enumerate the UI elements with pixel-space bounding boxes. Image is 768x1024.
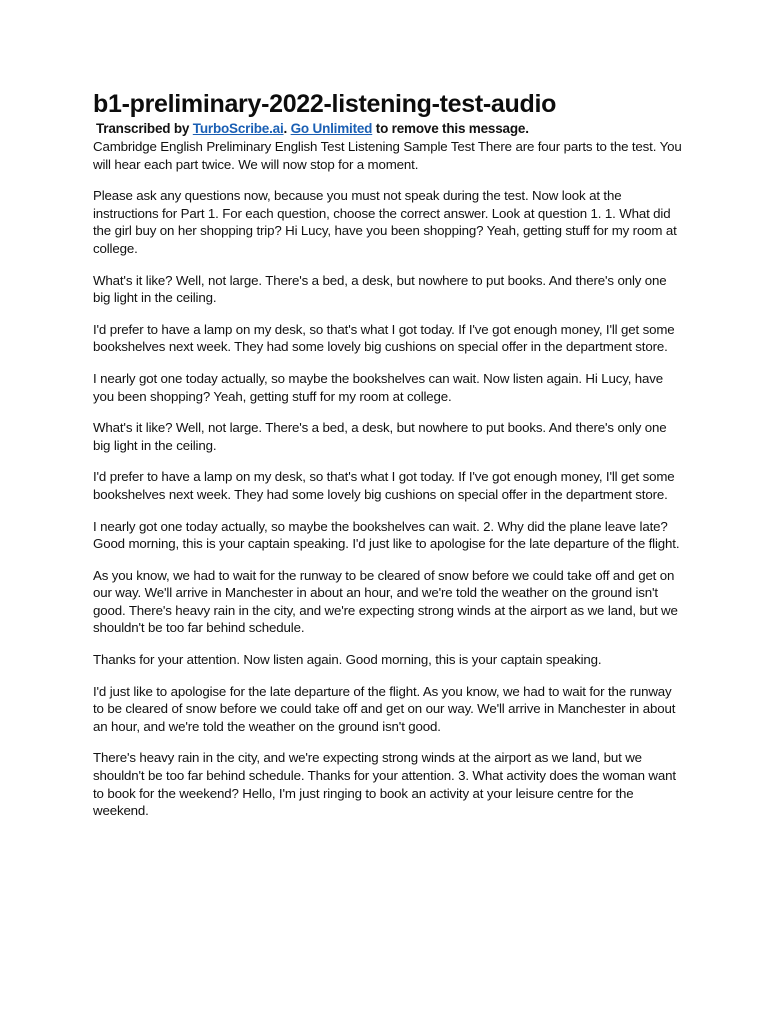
transcript-paragraph: I nearly got one today actually, so maybe the bookshelves can wait. 2. Why did the plane leave late? Good morning, this is your captain speaking. I'd just like to apologise for the late departure of the flight. [93, 518, 680, 552]
transcript-paragraph: I'd just like to apologise for the late departure of the flight. As you know, we had to wait for the runway to be cleared of snow before we could take off and get on our way. We'll arrive in Manchester in about an hour, and we're told the weather on the ground isn't good. [93, 683, 676, 734]
transcript-paragraph: I nearly got one today actually, so maybe the bookshelves can wait. Now listen again. Hi Lucy, have you been shopping? Yeah, getting stuff for my room at college. [93, 370, 664, 404]
document-title: b1-preliminary-2022-listening-test-audio [93, 90, 557, 118]
turboscribe-link[interactable]: TurboScribe.ai [192, 121, 284, 136]
notice-suffix: to remove this message. [372, 121, 529, 136]
transcript-paragraph: What's it like? Well, not large. There's a bed, a desk, but nowhere to put books. And there's only one big light in the ceiling. [93, 420, 667, 453]
transcript-paragraph: There's heavy rain in the city, and we're expecting strong winds at the airport as we land, but we shouldn't be too far behind schedule. Thanks for your attention. 3. What activity does the woman want to book for the weekend? Hello, I'm just ringing to book an activity at your leisure centre for the weekend. [93, 750, 676, 819]
transcript-paragraph: Thanks for your attention. Now listen again. Good morning, this is your captain speaking. [93, 652, 602, 668]
transcript-paragraph: Please ask any questions now, because you must not speak during the test. Now look at the instructions for Part 1. For each question, choose the correct answer. Look at question 1. 1. What did the girl buy on her shopping trip? Hi Lucy, have you been shopping? Yeah, getting stuff for my room at college. [93, 188, 677, 256]
notice-separator: . [283, 121, 291, 136]
transcript-paragraph: I'd prefer to have a lamp on my desk, so that's what I got today. If I've got enough money, I'll get some bookshelves next week. They had some lovely big cushions on special offer in the department store. [93, 469, 675, 502]
transcript-paragraph: As you know, we had to wait for the runway to be cleared of snow before we could take off and get on our way. We'll arrive in Manchester in about an hour, and we're told the weather on the ground isn't good. There's heavy rain in the city, and we're expecting strong winds at the airport as we land, but we shouldn't be too far behind schedule. [93, 567, 678, 636]
go-unlimited-link[interactable]: Go Unlimited [290, 121, 373, 136]
transcript-paragraph: What's it like? Well, not large. There's a bed, a desk, but nowhere to put books. And there's only one big light in the ceiling. [93, 272, 667, 306]
transcript-paragraph: I'd prefer to have a lamp on my desk, so that's what I got today. If I've got enough money, I'll get some bookshelves next week. They had some lovely big cushions on special offer in the department store. [93, 321, 675, 355]
transcript-paragraph: Cambridge English Preliminary English Test Listening Sample Test There are four parts to the test. You will hear each part twice. We will now stop for a moment. [93, 139, 682, 172]
notice-prefix: Transcribed by [96, 121, 193, 136]
document-page [93, 88, 683, 834]
transcription-notice [96, 120, 683, 138]
